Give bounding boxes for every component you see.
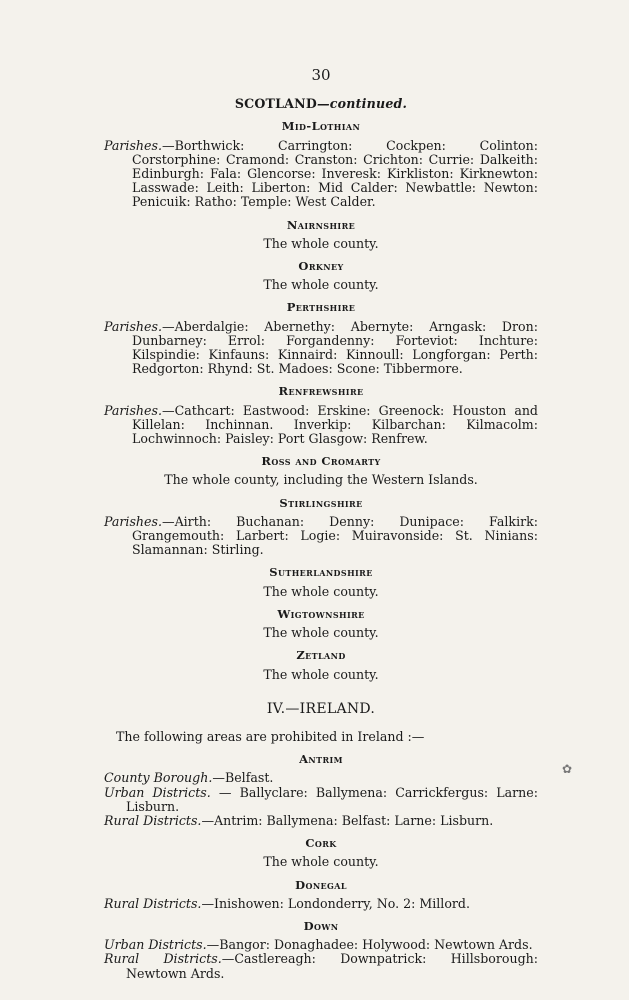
- heading-main: SCOTLAND: [234, 96, 317, 112]
- parishes-perthshire: [104, 320, 538, 377]
- county-heading-wigtownshire: Wigtownshire: [277, 606, 365, 621]
- rural-districts-text: —Castlereagh: Downpatrick: Hillsborough: Newtown Ards.: [126, 951, 538, 981]
- rural-districts-text: —Inishowen: Londonderry, No. 2: Millord.: [201, 895, 470, 911]
- antrim-rural-districts: [104, 814, 538, 828]
- parishes-renfrewshire: [104, 404, 538, 447]
- ink-speck-decoration: ✿: [562, 762, 573, 776]
- urban-districts-text: —Bangor: Donaghadee: Holywood: Newtown Ards.: [206, 937, 533, 953]
- page-number: 30: [311, 66, 331, 84]
- county-heading-renfrewshire: Renfrewshire: [278, 384, 364, 399]
- heading-suffix: —continued.: [316, 96, 408, 112]
- parishes-label: Parishes.: [104, 137, 162, 153]
- rural-districts-text: —Antrim: Ballymena: Belfast: Larne: Lisburn.: [201, 812, 494, 828]
- ireland-intro: The following areas are prohibited in Ireland :—: [116, 728, 425, 744]
- parishes-label: Parishes.: [104, 402, 162, 418]
- whole-county-orkney: The whole county.: [263, 277, 379, 293]
- scotland-heading: [104, 97, 538, 111]
- county-borough-label: County Borough.: [104, 770, 213, 786]
- parishes-stirlingshire: [104, 515, 538, 558]
- antrim-county-borough: [104, 771, 538, 785]
- county-borough-text: —Belfast.: [212, 770, 274, 786]
- county-heading-sutherlandshire: Sutherlandshire: [269, 565, 373, 580]
- county-heading-cork: Cork: [305, 836, 337, 851]
- whole-county-sutherlandshire: The whole county.: [263, 583, 379, 599]
- parishes-label: Parishes.: [104, 318, 162, 334]
- rural-districts-label: Rural Districts.: [104, 895, 202, 911]
- parishes-text: —Aberdalgie: Abernethy: Abernyte: Arngask: Dron: Dunbarney: Errol: Forgandenny: Forteviot: Inchture: Kilspindie: Kinfauns: Kinnaird: Kinnoull: Longforgan: Perth: Redgorton: Rhynd: St. Madoes: Scone: Tibbermore.: [132, 318, 538, 377]
- urban-districts-label: Urban Districts.: [104, 784, 211, 800]
- rural-districts-label: Rural Districts.: [104, 812, 202, 828]
- urban-districts-text: — Ballyclare: Ballymena: Carrickfergus: Larne: Lisburn.: [126, 784, 538, 814]
- whole-county-wigtownshire: The whole county.: [263, 625, 379, 641]
- county-heading-ross-and-cromarty: Ross and Cromarty: [261, 454, 381, 469]
- down-rural-districts: [104, 952, 538, 980]
- parishes-text: —Airth: Buchanan: Denny: Dunipace: Falkirk: Grangemouth: Larbert: Logie: Muiravonside: St. Ninians: Slamannan: Stirling.: [132, 513, 538, 558]
- rural-districts-label: Rural Districts.: [104, 951, 222, 967]
- county-heading-stirlingshire: Stirlingshire: [279, 495, 363, 510]
- county-heading-zetland: Zetland: [296, 648, 346, 663]
- county-heading-orkney: Orkney: [298, 259, 344, 274]
- county-heading-antrim: Antrim: [299, 752, 343, 767]
- county-heading-perthshire: Perthshire: [286, 300, 356, 315]
- document-page: [104, 68, 538, 981]
- donegal-rural-districts: [104, 897, 538, 911]
- antrim-urban-districts: [104, 786, 538, 814]
- county-heading-nairnshire: Nairnshire: [286, 217, 356, 232]
- county-heading-mid-lothian: Mid-Lothian: [281, 119, 361, 134]
- parishes-text: —Borthwick: Carrington: Cockpen: Colinton: Corstorphine: Cramond: Cranston: Crichton: Currie: Dalkeith: Edinburgh: Fala: Glencorse: Inveresk: Kirkliston: Kirknewton: Lasswade: Leith: Liberton: Mid Calder: Newbattle: Newton: Penicuik: Ratho: Temple: West Calder.: [132, 137, 538, 210]
- whole-county-cork: The whole county.: [263, 854, 379, 870]
- urban-districts-label: Urban Districts.: [104, 937, 207, 953]
- whole-county-ross-and-cromarty: The whole county, including the Western Islands.: [164, 472, 478, 488]
- county-heading-donegal: Donegal: [295, 877, 347, 892]
- parishes-text: —Cathcart: Eastwood: Erskine: Greenock: Houston and Killelan: Inchinnan. Inverkip: Kilbarchan: Kilmacolm: Lochwinnoch: Paisley: Port Glasgow: Renfrew.: [132, 402, 538, 447]
- parishes-label: Parishes.: [104, 513, 162, 529]
- whole-county-zetland: The whole county.: [263, 666, 379, 682]
- whole-county-nairnshire: The whole county.: [263, 235, 379, 251]
- ireland-heading: IV.—IRELAND.: [266, 700, 376, 717]
- county-heading-down: Down: [303, 918, 339, 933]
- parishes-mid-lothian: [104, 139, 538, 210]
- down-urban-districts: [104, 938, 538, 952]
